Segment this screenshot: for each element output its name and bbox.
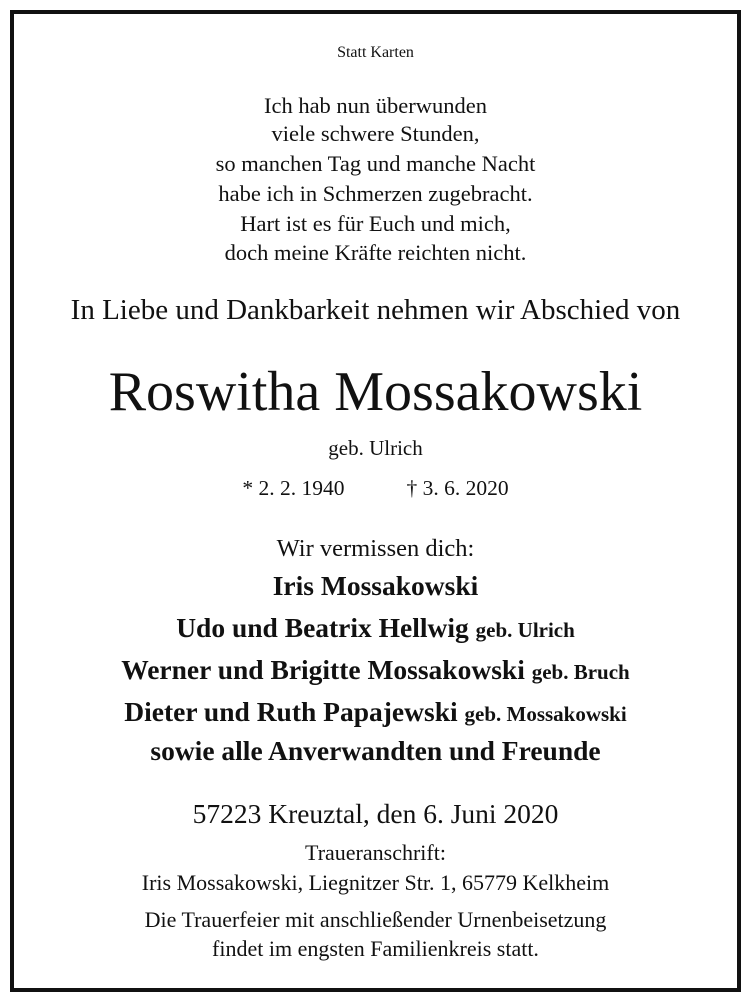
- mourner-names: Werner und Brigitte Mossakowski: [121, 654, 525, 685]
- poem-line: viele schwere Stunden,: [271, 121, 480, 146]
- birth-name: geb. Ulrich: [328, 436, 423, 460]
- address-label: Traueranschrift:: [305, 840, 446, 865]
- poem-line: Ich hab nun überwunden: [263, 93, 488, 118]
- mourner-names: Udo und Beatrix Hellwig: [176, 612, 469, 643]
- mourner-maiden-name: geb. Bruch: [531, 660, 630, 684]
- mourner-family: [14, 696, 737, 728]
- ceremony-line: findet im engsten Familienkreis statt.: [212, 936, 539, 961]
- poem-line: habe ich in Schmerzen zugebracht.: [218, 181, 533, 206]
- mourner-maiden-name: geb. Ulrich: [475, 618, 575, 642]
- mourner-names: sowie alle Anverwandten und Freunde: [150, 735, 601, 766]
- poem-line: doch meine Kräfte reichten nicht.: [224, 240, 527, 265]
- mourner-names: Iris Mossakowski: [272, 570, 479, 601]
- birth-date: * 2. 2. 1940: [242, 476, 345, 500]
- header-text: Statt Karten: [337, 44, 414, 61]
- poem-line: so manchen Tag und manche Nacht: [215, 151, 536, 176]
- mourner-maiden-name: geb. Mossakowski: [464, 702, 627, 726]
- mourner-names: Dieter und Ruth Papajewski: [124, 696, 458, 727]
- mourners-heading: Wir vermissen dich:: [276, 535, 475, 562]
- mourner-family: [14, 735, 737, 767]
- death-date: † 3. 6. 2020: [406, 476, 509, 500]
- ceremony-line: Die Trauerfeier mit anschließender Urnenbeisetzung: [144, 907, 607, 932]
- mourner-family: [14, 612, 737, 644]
- poem-line: Hart ist es für Euch und mich,: [240, 211, 511, 236]
- deceased-name: Roswitha Mossakowski: [108, 361, 643, 423]
- mourner-family: [14, 654, 737, 686]
- life-dates: [14, 476, 737, 501]
- place-date: 57223 Kreuztal, den 6. Juni 2020: [192, 798, 559, 829]
- address-value: Iris Mossakowski, Liegnitzer Str. 1, 65779 Kelkheim: [141, 870, 610, 895]
- mourner-family: [14, 570, 737, 602]
- intro-text: In Liebe und Dankbarkeit nehmen wir Abschied von: [70, 294, 681, 326]
